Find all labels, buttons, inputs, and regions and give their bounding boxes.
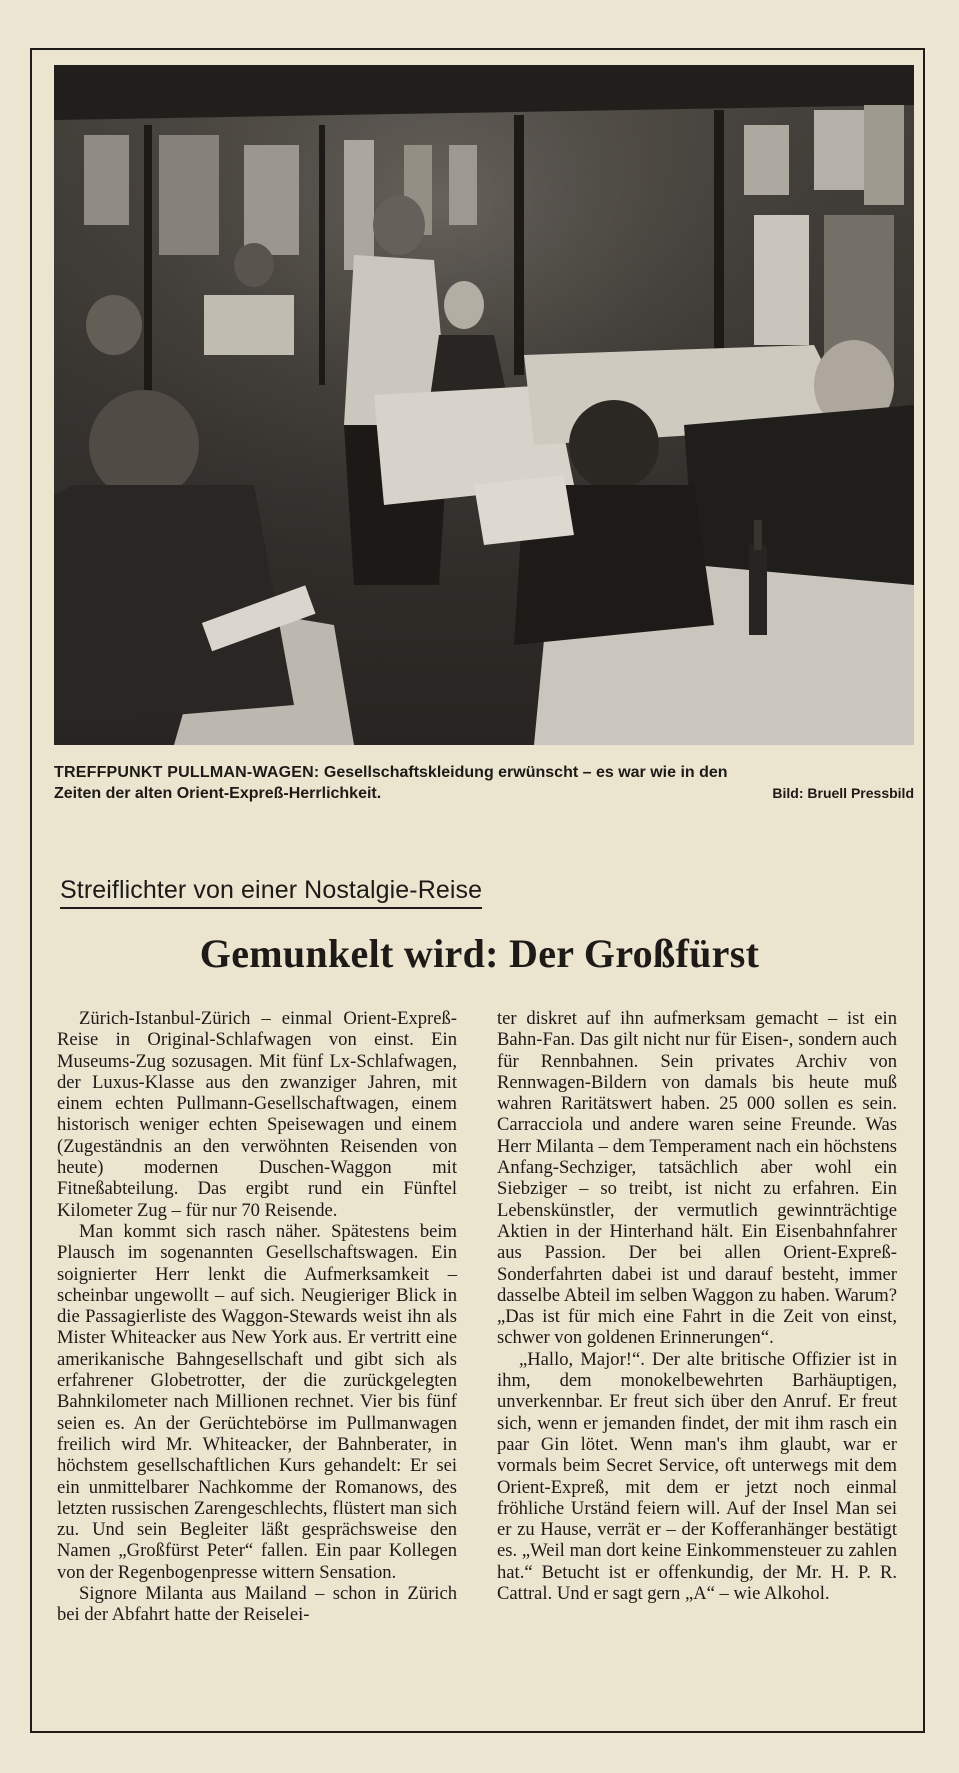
article-column-left xyxy=(57,1008,457,1626)
photo-pullman-car xyxy=(54,65,914,745)
paragraph: Signore Milanta aus Mailand – schon in Zürich bei der Abfahrt hatte der Reiselei- xyxy=(57,1583,457,1626)
caption-line-2 xyxy=(54,783,914,804)
photo-caption xyxy=(54,762,914,804)
article-headline: Gemunkelt wird: Der Großfürst xyxy=(199,931,760,976)
photo-credit: Bild: Bruell Pressbild xyxy=(772,785,914,801)
caption-text-1: Gesellschaftskleidung erwünscht – es war wie in den xyxy=(323,764,728,781)
paragraph: Man kommt sich rasch näher. Spätestens beim Plausch im sogenannten Gesellschaftswagen. Ein soignierter Herr lenkt die Aufmerksamkeit – scheinbar ungewollt – auf sich. Neugieriger Blick in die Passagierliste des Waggon-Stewards weist ihn als Mister Whiteacker aus New York aus. Er vertritt eine amerikanische Bahngesellschaft und gibt sich als erfahrener Globetrotter, der die zurückgelegten Bahnkilometer nach Millionen rechnet. Vier bis fünf seien es. An der Gerüchtebörse im Pullmanwagen freilich wird Mr. Whiteacker, der Bahnberater, in höchstem gesellschaftlichen Kurs gehandelt: Er sei ein unmittelbarer Nachkomme der Romanows, des letzten russischen Zarengeschlechts, flüstert man sich zu. Und sein Begleiter läßt gesprächsweise den Namen „Großfürst Peter“ fallen. Ein paar Kollegen von der Regenbogenpresse wittern Sensation. xyxy=(57,1220,457,1583)
caption-lead: TREFFPUNKT PULLMAN-WAGEN: xyxy=(54,764,320,781)
caption-line-1 xyxy=(54,762,914,783)
photo-restaurant-car-icon xyxy=(54,65,914,745)
paragraph: Zürich-Istanbul-Zürich – einmal Orient-Expreß-Reise in Original-Schlafwagen von einst. Ein Museums-Zug sozusagen. Mit fünf Lx-Schlafwagen, der Luxus-Klasse aus den zwanziger Jahren, mit einem echten Pullmann-Gesellschaftwagen, einem historisch weniger echten Speisewagen und einem (Zugeständnis an den verwöhnten Reisenden von heute) modernen Duschen-Waggon mit Fitneßabteilung. Das ergibt rund ein Fünftel Kilometer Zug – für nur 70 Reisende. xyxy=(57,1008,457,1221)
paragraph: ter diskret auf ihn aufmerksam gemacht – ist ein Bahn-Fan. Das gilt nicht nur für Eisen-, sondern auch für Rennbahnen. Sein privates Archiv von Rennwagen-Bildern von damals bis heute muß wahren Raritätswert haben. 25 000 sollen es sein. Carracciola und andere waren seine Freunde. Was Herr Milanta – dem Temperament nach ein höchstens Anfang-Sechziger, tatsächlich aber wohl ein Siebziger – so treibt, ist nicht zu erfahren. Ein Lebenskünstler, der vermutlich gewinnträchtige Aktien in der Hinterhand hält. Ein Eisenbahnfahrer aus Passion. Der bei allen Orient-Expreß-Sonderfahrten dabei ist und darauf besteht, immer dasselbe Abteil im selben Waggon zu haben. Warum? „Das ist für mich eine Fahrt in die Zeit von einst, schwer von goldenen Erinnerungen“. xyxy=(497,1008,897,1349)
caption-text-2: Zeiten der alten Orient-Expreß-Herrlichkeit. xyxy=(54,785,382,802)
article-kicker: Streiflichter von einer Nostalgie-Reise xyxy=(60,876,482,909)
newspaper-clipping xyxy=(30,48,925,1733)
article-column-right xyxy=(497,1008,897,1604)
paragraph: „Hallo, Major!“. Der alte britische Offizier ist in ihm, dem monokelbewehrten Barhäuptigen, unverkennbar. Er freut sich über den Anruf. Er freut sich, wenn er jemanden findet, der mit ihm rasch ein paar Gin lötet. Wenn man's ihm glaubt, war er vormals beim Secret Service, oft unterwegs mit dem Orient-Expreß, mit dem er jetzt noch einmal fröhliche Urständ feiern will. Auf der Insel Man sei er zu Hause, verrät er – der Kofferanhänger bestätigt es. „Weil man dort keine Einkommensteuer zu zahlen hat.“ Betucht ist er offenkundig, der Mr. H. P. R. Cattral. Und er sagt gern „A“ – wie Alkohol. xyxy=(497,1348,897,1605)
